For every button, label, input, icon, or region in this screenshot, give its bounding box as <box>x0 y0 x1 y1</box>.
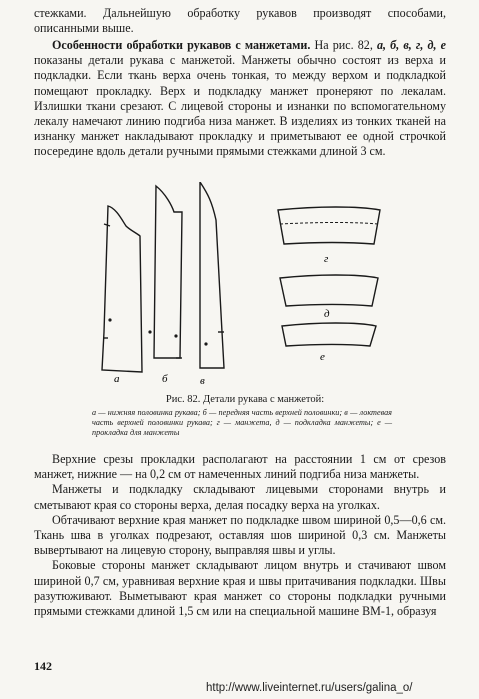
cuff-g <box>278 207 380 244</box>
paragraph-stitching: Обтачивают верхние края манжет по подкладке швом шириной 0,5—0,6 см. Ткань шва в уголках подрезают, оставляя шов шириной 0,3 см. Манжеты вывертывают на лицевую сторону, выправляя швы и углы. <box>34 512 446 558</box>
sleeve-diagram <box>88 182 398 392</box>
paragraph-sides: Боковые стороны манжет складывают лицом внутрь и стачивают швом шириной 0,7 см, уравнивая верхние края и швы притачивания подкладки. Швы разутюживают. Выметывают края манжет со стороны подкладки ручными прямыми стежками длиной 1,5 см или на специальной машине ВМ-1, образуя <box>34 558 446 619</box>
sleeve-part-v <box>200 182 224 368</box>
paragraph-cuff-processing: Особенности обработки рукавов с манжетами. На рис. 82, а, б, в, г, д, е показаны детали рукава с манжетой. Манжеты обычно состоят из верха и подкладки. Если ткань верха очень тонкая, то между верхом и подкладкой помещают прокладку. Верх и подкладку манжет пронеряют по лекалам. Излишки ткани срезают. С лицевой стороны и изнанки по вспомогательному лекалу намечают линию подгиба низа манжет. В изделиях из тонких тканей на изнанку манжет накладывают прокладку и приметывают ее одной строчкой посередине вдоль детали ручными прямыми стежками длиной 3 см. <box>34 38 446 159</box>
figure-refs: а, б, в, г, д, е <box>376 38 446 52</box>
watermark-url: http://www.liveinternet.ru/users/galina_o/ <box>206 682 413 694</box>
sleeve-part-b <box>154 186 182 358</box>
figure-legend: а — нижняя половинка рукава; б — передняя часть верхней половинки; в — локтевая часть верхней половинки рукава; г — манжета, д — подкладка манжеты; е — прокладка для манжеты <box>92 408 392 437</box>
label-v: в <box>200 375 205 387</box>
label-a: а <box>114 373 120 385</box>
figure-caption: Рис. 82. Детали рукава с манжетой: <box>165 394 325 405</box>
label-d: д <box>324 308 330 320</box>
body-text-bottom <box>34 452 446 619</box>
paragraph-cuff-lining: Манжеты и подкладку складывают лицевыми сторонами внутрь и сметывают края со стороны верха, делая посадку верха на уголках. <box>34 482 446 512</box>
paragraph-continued: стежками. Дальнейшую обработку рукавов производят способами, описанными выше. <box>34 6 446 36</box>
figure-82-sleeve-parts <box>88 182 398 392</box>
sleeve-part-a <box>102 206 142 372</box>
label-g: г <box>324 253 329 265</box>
label-b: б <box>162 373 168 385</box>
section-heading: Особенности обработки рукавов с манжетами. <box>52 38 311 52</box>
page-number: 142 <box>34 659 52 673</box>
cuff-lining-d <box>280 275 378 306</box>
label-e: е <box>320 351 325 363</box>
cuff-interfacing-e <box>282 323 376 346</box>
paragraph-interfacing: Верхние срезы прокладки располагают на расстоянии 1 см от срезов манжет, нижние — на 0,2 см от намеченных линий подгиба низа манжеты. <box>34 452 446 482</box>
